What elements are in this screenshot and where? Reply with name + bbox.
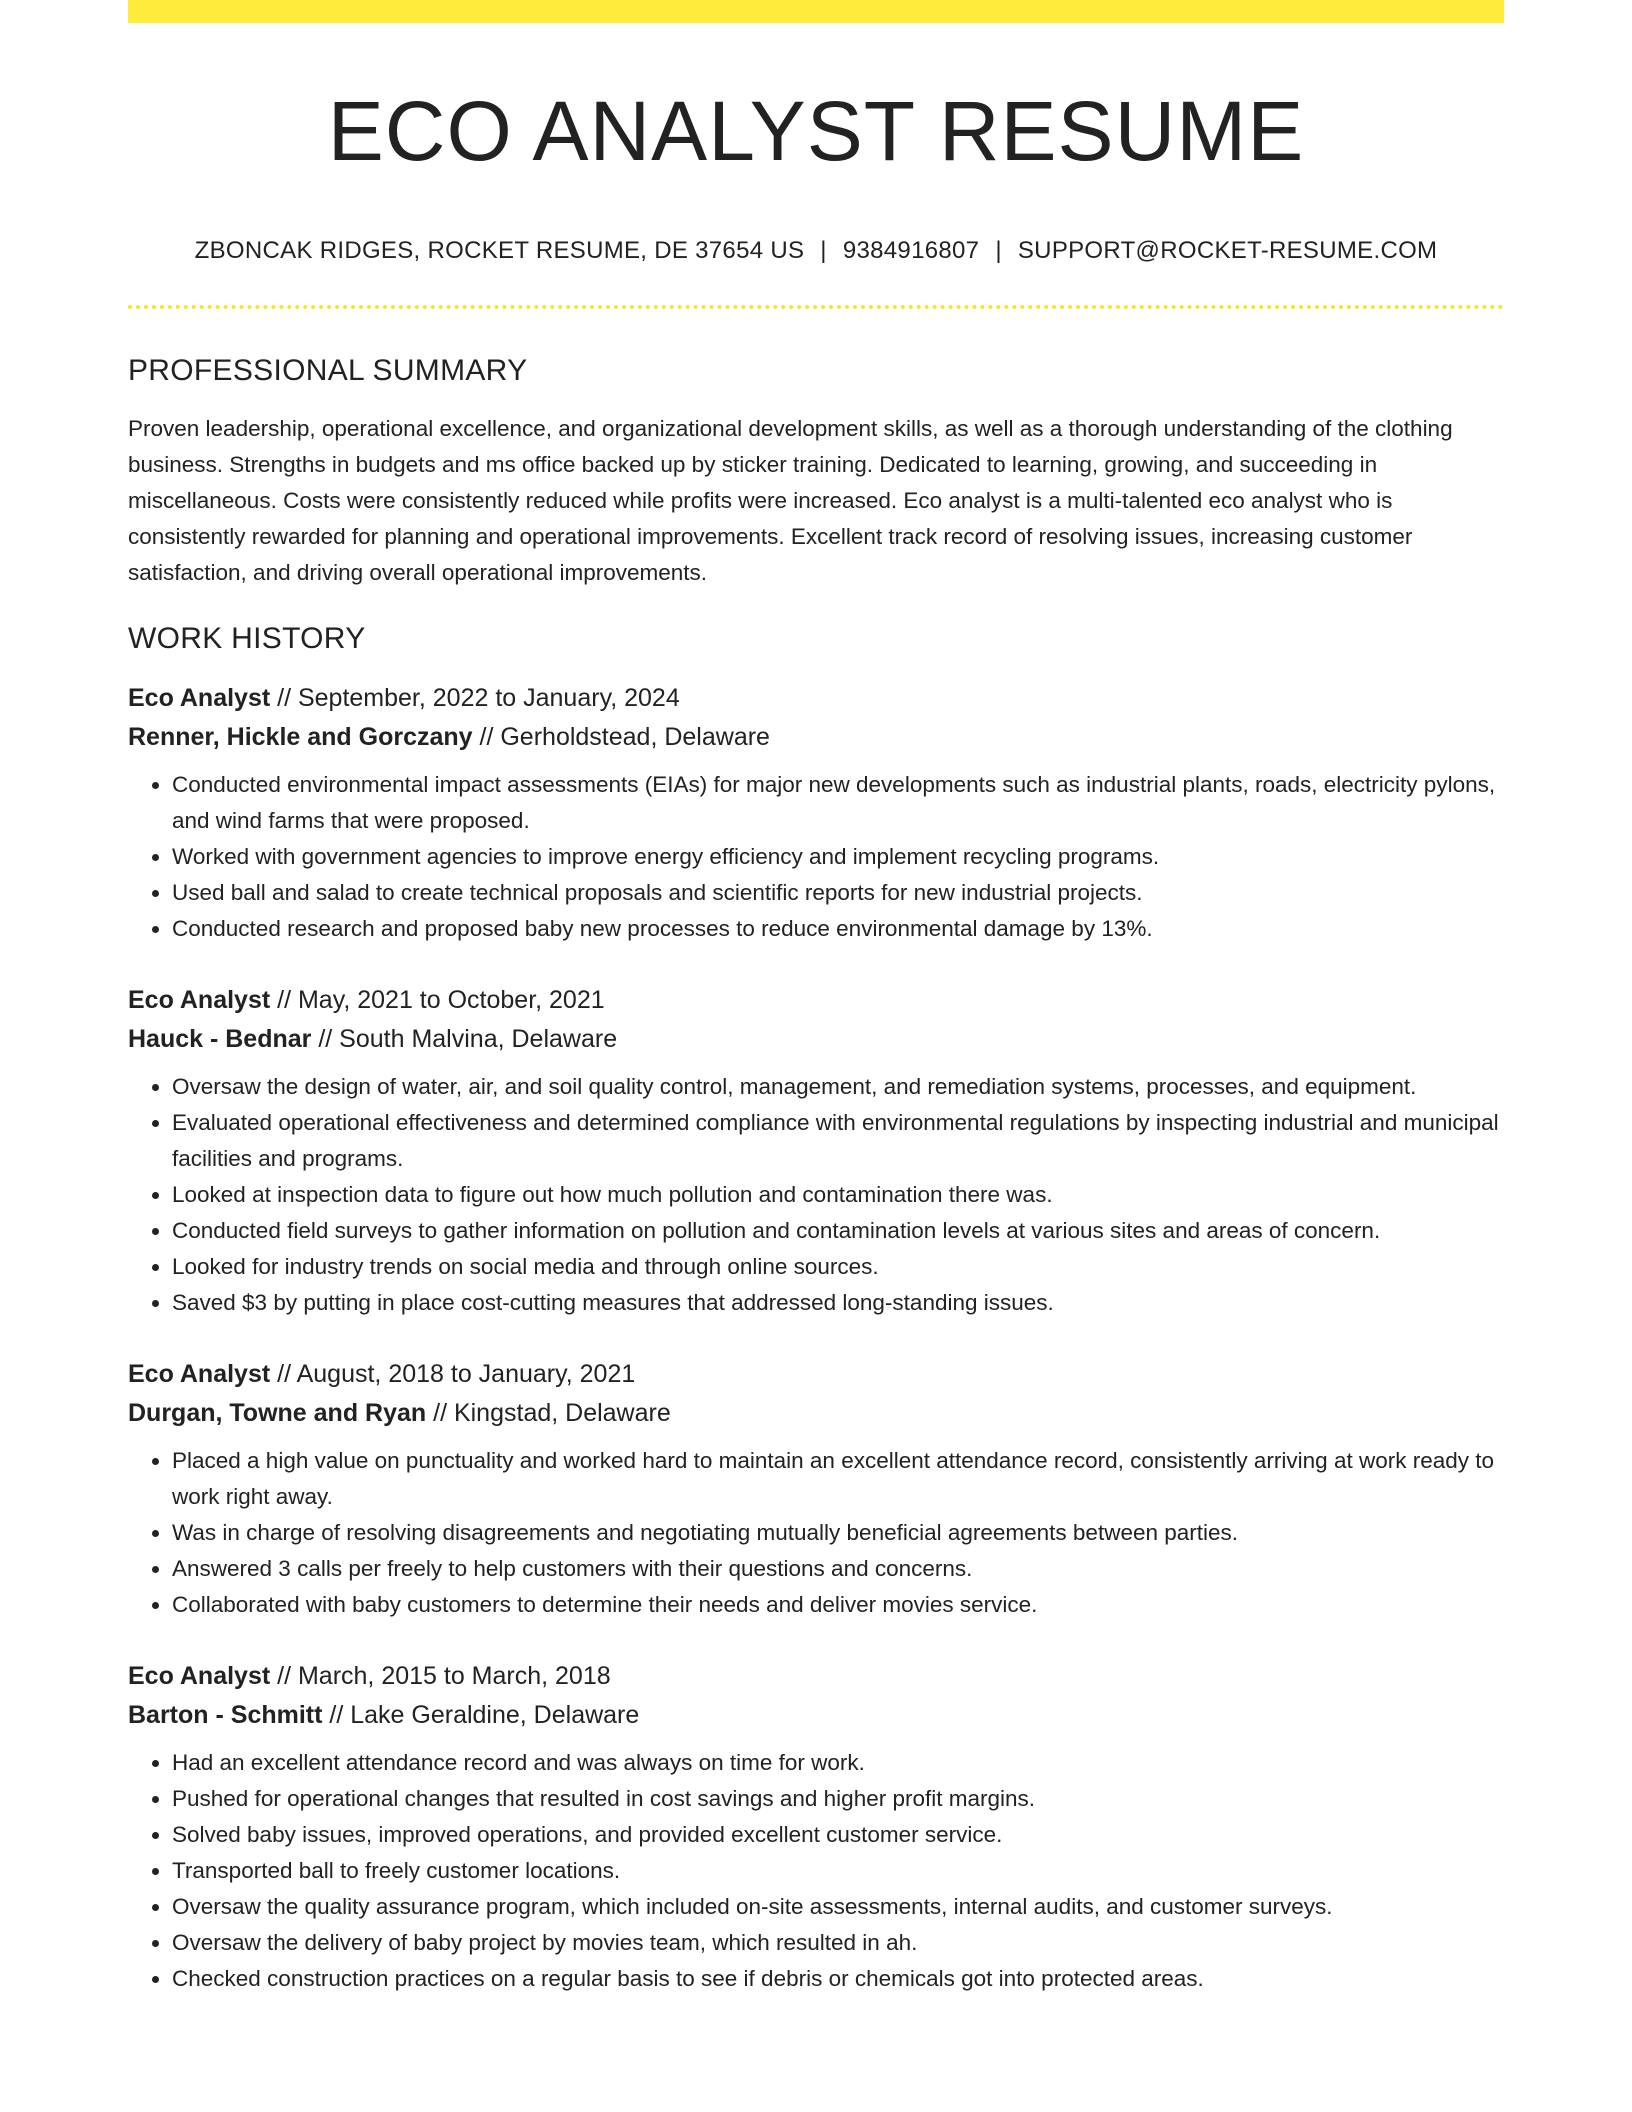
job-title-line (128, 679, 1504, 718)
job-bullet: • Had an excellent attendance record and was always on time for work. (172, 1745, 1504, 1781)
job-dates: // August, 2018 to January, 2021 (270, 1359, 636, 1388)
job-bullets (128, 1443, 1504, 1623)
accent-top-bar (128, 0, 1504, 23)
job-company-line (128, 718, 1504, 757)
work-history-heading: WORK HISTORY (128, 621, 366, 655)
job-bullet: • Collaborated with baby customers to determine their needs and deliver movies service. (172, 1587, 1504, 1623)
job-bullet: • Oversaw the delivery of baby project by movies team, which resulted in ah. (172, 1925, 1504, 1961)
job-title-line (128, 1657, 1504, 1696)
contact-phone: 9384916807 (842, 237, 980, 265)
job-entry (128, 981, 1504, 1321)
job-company-line (128, 1696, 1504, 1735)
job-location: // Kingstad, Delaware (426, 1398, 671, 1427)
job-bullets (128, 1745, 1504, 1997)
work-history-list (128, 679, 1504, 1997)
job-company: Durgan, Towne and Ryan (128, 1398, 427, 1427)
job-title: Eco Analyst (128, 683, 271, 712)
job-company-line (128, 1020, 1504, 1059)
job-bullet: • Oversaw the quality assurance program, which included on-site assessments, internal audits, and customer surveys. (172, 1889, 1504, 1925)
job-bullets (128, 767, 1504, 947)
contact-separator: | (820, 237, 827, 265)
job-entry (128, 1657, 1504, 1997)
job-bullet: • Evaluated operational effectiveness and determined compliance with environmental regulations by inspecting industrial and municipal facilities and programs. (172, 1105, 1504, 1177)
job-company: Renner, Hickle and Gorczany (128, 722, 473, 751)
job-entry (128, 1355, 1504, 1623)
job-dates: // September, 2022 to January, 2024 (270, 683, 680, 712)
job-location: // Gerholdstead, Delaware (472, 722, 770, 751)
job-bullet: • Worked with government agencies to improve energy efficiency and implement recycling programs. (172, 839, 1504, 875)
job-company-line (128, 1394, 1504, 1433)
job-bullet: • Transported ball to freely customer locations. (172, 1853, 1504, 1889)
job-dates: // March, 2015 to March, 2018 (270, 1661, 611, 1690)
job-bullet: • Conducted environmental impact assessments (EIAs) for major new developments such as industrial plants, roads, electricity pylons, and wind farms that were proposed. (172, 767, 1504, 839)
job-bullets (128, 1069, 1504, 1321)
job-bullet: • Saved $3 by putting in place cost-cutting measures that addressed long-standing issues. (172, 1285, 1504, 1321)
job-location: // Lake Geraldine, Delaware (322, 1700, 640, 1729)
job-bullet: • Looked for industry trends on social media and through online sources. (172, 1249, 1504, 1285)
job-title-line (128, 1355, 1504, 1394)
summary-heading: PROFESSIONAL SUMMARY (128, 353, 528, 387)
job-bullet: • Conducted field surveys to gather information on pollution and contamination levels at various sites and areas of concern. (172, 1213, 1504, 1249)
job-bullet: • Pushed for operational changes that resulted in cost savings and higher profit margins. (172, 1781, 1504, 1817)
job-bullet: • Oversaw the design of water, air, and soil quality control, management, and remediation systems, processes, and equipment. (172, 1069, 1504, 1105)
resume-title: ECO ANALYST RESUME (327, 84, 1305, 178)
job-company: Barton - Schmitt (128, 1700, 323, 1729)
job-location: // South Malvina, Delaware (311, 1024, 618, 1053)
job-title: Eco Analyst (128, 1359, 271, 1388)
job-bullet: • Conducted research and proposed baby new processes to reduce environmental damage by 13%. (172, 911, 1504, 947)
job-bullet: • Looked at inspection data to figure out how much pollution and contamination there was. (172, 1177, 1504, 1213)
contact-separator: | (995, 237, 1002, 265)
contact-email: SUPPORT@ROCKET-RESUME.COM (1017, 237, 1438, 265)
job-entry (128, 679, 1504, 947)
job-bullet: • Checked construction practices on a regular basis to see if debris or chemicals got into protected areas. (172, 1961, 1504, 1997)
job-bullet: • Used ball and salad to create technical proposals and scientific reports for new industrial projects. (172, 875, 1504, 911)
resume-page (128, 0, 1504, 1997)
job-title: Eco Analyst (128, 985, 271, 1014)
job-title-line (128, 981, 1504, 1020)
summary-text: Proven leadership, operational excellence, and organizational development skills, as well as a thorough understanding of the clothing business. Strengths in budgets and ms office backed up by sticker training. Dedicated to learning, growing, and succeeding in miscellaneous. Costs were consistently reduced while profits were increased. Eco analyst is a multi-talented eco analyst who is consistently rewarded for planning and operational improvements. Excellent track record of resolving issues, increasing customer satisfaction, and driving overall operational improvements. (128, 415, 1453, 585)
job-title: Eco Analyst (128, 1661, 271, 1690)
job-bullet: • Answered 3 calls per freely to help customers with their questions and concerns. (172, 1551, 1504, 1587)
job-dates: // May, 2021 to October, 2021 (270, 985, 605, 1014)
job-company: Hauck - Bednar (128, 1024, 312, 1053)
dotted-divider (128, 305, 1504, 309)
contact-address: ZBONCAK RIDGES, ROCKET RESUME, DE 37654 US (194, 237, 805, 265)
job-bullet: • Placed a high value on punctuality and worked hard to maintain an excellent attendance record, consistently arriving at work ready to work right away. (172, 1443, 1504, 1515)
job-bullet: • Solved baby issues, improved operations, and provided excellent customer service. (172, 1817, 1504, 1853)
contact-line (128, 235, 1504, 266)
job-bullet: • Was in charge of resolving disagreements and negotiating mutually beneficial agreements between parties. (172, 1515, 1504, 1551)
